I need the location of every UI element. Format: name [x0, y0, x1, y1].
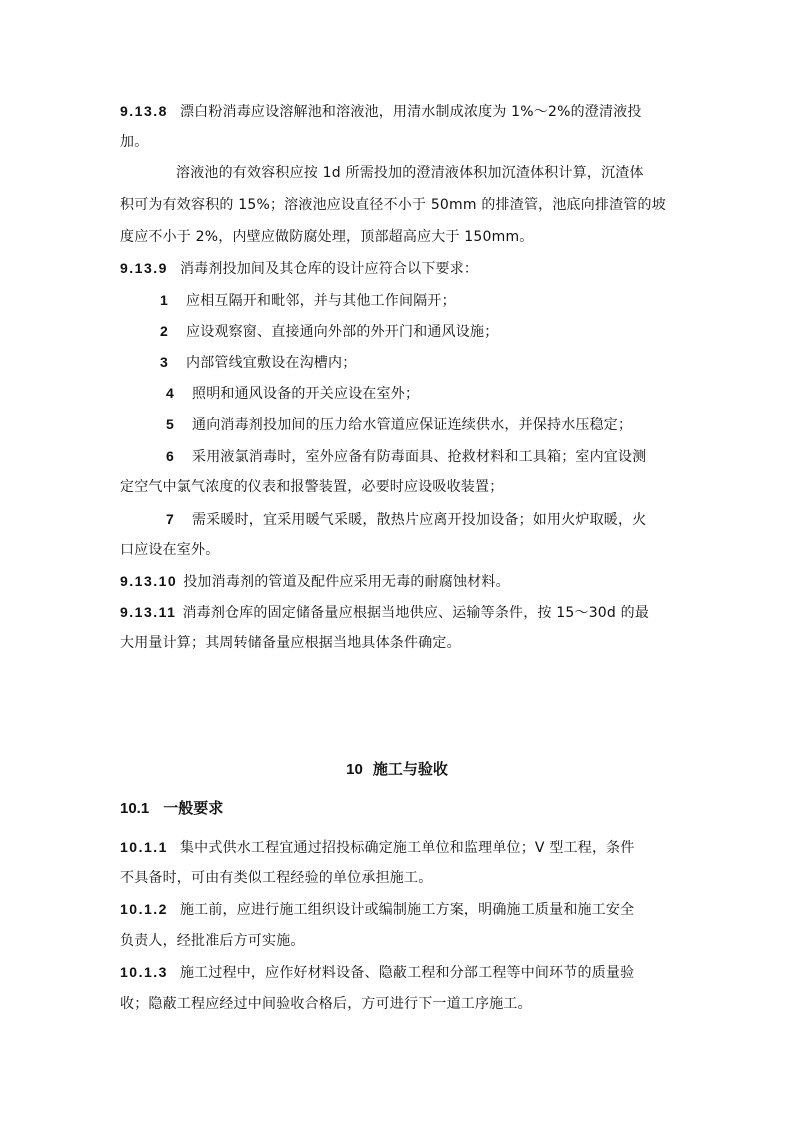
clause-text: 消毒剂投加间及其仓库的设计应符合以下要求： [179, 261, 479, 277]
list-item-7-line-1 [166, 509, 646, 530]
clause-text: 投加消毒剂的管道及配件应采用无毒的耐腐蚀材料。 [183, 574, 510, 590]
clause-text: 收；隐蔽工程应经过中间验收合格后，方可进行下一道工序施工。 [120, 996, 532, 1012]
chapter-title-text: 施工与验收 [372, 760, 448, 778]
section-title-text: 一般要求 [163, 799, 224, 817]
section-title [120, 797, 223, 820]
clause-10-1-3-line-2 [120, 994, 532, 1014]
clause-9-13-10 [120, 571, 510, 592]
clause-text: 加。 [120, 134, 149, 150]
item-number: 5 [166, 416, 174, 432]
item-text: 需采暖时，宜采用暖气采暖，散热片应离开投加设备；如用火炉取暖，火 [192, 512, 647, 528]
list-item-5 [166, 414, 632, 435]
chapter-title [0, 758, 794, 781]
list-item-2 [160, 321, 498, 342]
clause-9-13-9 [120, 258, 478, 279]
paragraph-line-1 [176, 163, 644, 183]
item-text: 应设观察窗、直接通向外部的外开门和通风设施； [186, 324, 499, 340]
clause-text: 施工前，应进行施工组织设计或编制施工方案，明确施工质量和施工安全 [179, 902, 635, 918]
list-item-6-line-2 [120, 477, 503, 497]
clause-text: 负责人，经批准后方可实施。 [120, 933, 305, 949]
clause-text: 漂白粉消毒应设溶解池和溶液池，用清水制成浓度为 1%～2%的澄清液投 [179, 104, 642, 120]
clause-number: 9.13.11 [120, 604, 177, 620]
item-number: 7 [166, 511, 174, 527]
clause-9-13-8-line-1 [120, 101, 642, 122]
list-item-6-line-1 [166, 446, 646, 467]
clause-number: 9.13.10 [120, 573, 178, 589]
clause-10-1-2-line-1 [120, 899, 634, 920]
paragraph-line-2 [120, 195, 666, 215]
item-text: 采用液氯消毒时，室外应备有防毒面具、抢救材料和工具箱；室内宜设测 [192, 449, 647, 465]
clause-text: 不具备时，可由有类似工程经验的单位承担施工。 [120, 870, 433, 886]
clause-10-1-3-line-1 [120, 962, 634, 983]
clause-text: 消毒剂仓库的固定储备量应根据当地供应、运输等条件，按 15～30d 的最 [182, 605, 650, 621]
item-number: 3 [160, 354, 168, 370]
item-text: 内部管线宜敷设在沟槽内； [186, 355, 357, 371]
item-text: 定空气中氯气浓度的仪表和报警装置，必要时应设吸收装置； [120, 479, 504, 495]
item-number: 4 [166, 385, 174, 401]
item-number: 6 [166, 448, 174, 464]
clause-number: 9.13.8 [120, 103, 168, 119]
clause-9-13-11-line-1 [120, 602, 649, 623]
clause-9-13-8-line-2 [120, 132, 148, 152]
paragraph-line-3 [120, 227, 534, 247]
paragraph-text: 溶液池的有效容积应按 1d 所需投加的澄清液体积加沉渣体积计算，沉渣体 [176, 165, 644, 181]
item-text: 通向消毒剂投加间的压力给水管道应保证连续供水，并保持水压稳定； [192, 417, 633, 433]
clause-10-1-2-line-2 [120, 931, 305, 951]
clause-text: 大用量计算；其周转储备量应根据当地具体条件确定。 [120, 635, 461, 651]
list-item-4 [166, 383, 419, 404]
item-text: 照明和通风设备的开关应设在室外； [192, 386, 420, 402]
item-number: 2 [160, 323, 168, 339]
clause-10-1-1-line-2 [120, 868, 432, 888]
clause-text: 集中式供水工程宜通过招投标确定施工单位和监理单位；V 型工程，条件 [179, 840, 635, 856]
paragraph-text: 度应不小于 2%，内壁应做防腐处理，顶部超高应大于 150mm。 [120, 229, 534, 245]
clause-number: 10.1.3 [120, 964, 168, 980]
clause-10-1-1-line-1 [120, 837, 635, 858]
list-item-3 [160, 352, 356, 373]
clause-number: 9.13.9 [120, 260, 168, 276]
list-item-7-line-2 [120, 540, 219, 560]
item-text: 应相互隔开和毗邻，并与其他工作间隔开； [186, 293, 456, 309]
item-number: 1 [160, 292, 168, 308]
paragraph-text: 积可为有效容积的 15%；溶液池应设直径不小于 50mm 的排渣管，池底向排渣管的坡 [120, 197, 666, 213]
chapter-number: 10 [346, 761, 363, 778]
section-number: 10.1 [120, 800, 150, 817]
clause-number: 10.1.2 [120, 901, 168, 917]
clause-text: 施工过程中，应作好材料设备、隐蔽工程和分部工程等中间环节的质量验 [179, 965, 635, 981]
item-text: 口应设在室外。 [120, 542, 220, 558]
clause-number: 10.1.1 [120, 839, 168, 855]
list-item-1 [160, 290, 456, 311]
clause-9-13-11-line-2 [120, 633, 461, 653]
